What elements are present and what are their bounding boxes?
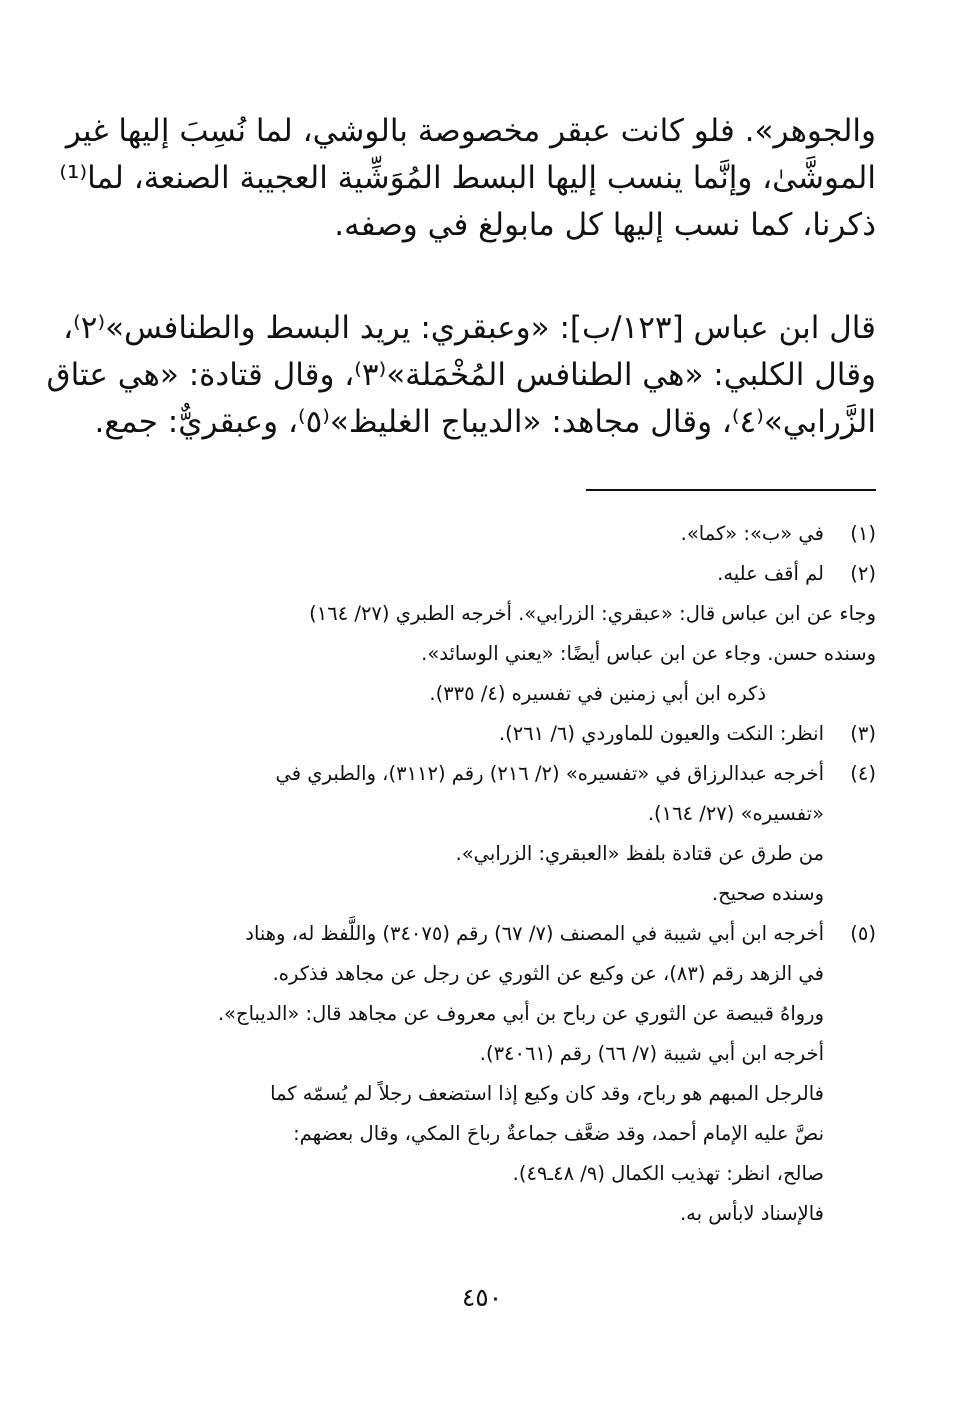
footnote-line (86, 594, 876, 634)
footnotes-section (86, 514, 876, 1234)
footnote-text: وجاء عن ابن عباس قال: «عبقري: الزرابي». أخرجه الطبري (٢٧/ ١٦٤) (309, 602, 876, 625)
footnote-number: (٥) (850, 922, 876, 945)
footnote-line (86, 1034, 876, 1074)
main-text-line: والجوهر». فلو كانت عبقر مخصوصة بالوشي، لما نُسِبَ إليها غير (65, 113, 876, 149)
footnote-separator (586, 489, 876, 491)
footnote-line (86, 1114, 876, 1154)
main-text-line: وقال الكلبي: «هي الطنافس المُخْمَلة»⁽٣⁾، وقال قتادة: «هي عتاق (46, 357, 876, 393)
main-text-line: ذكرنا، كما نسب إليها كل مابولغ في وصفه. (334, 207, 876, 243)
footnote-line (86, 834, 876, 874)
footnote-text: أخرجه عبدالرزاق في «تفسيره» (٢/ ٢١٦) رقم (٣١١٢)، والطبري في (275, 762, 824, 785)
footnote-line (86, 874, 876, 914)
footnote-number: (٣) (850, 722, 876, 745)
footnote-text: أخرجه ابن أبي شيبة في المصنف (٧/ ٦٧) رقم (٣٤٠٧٥) واللَّفظ له، وهناد (245, 922, 824, 945)
footnote-text: فالرجل المبهم هو رباح، وقد كان وكيع إذا استضعف رجلاً لم يُسمّه كما (270, 1082, 824, 1105)
footnote-line (86, 554, 876, 594)
footnote-text: ورواهُ قبيصة عن الثوري عن رباح بن أبي معروف عن مجاهد قال: «الديباج». (217, 1002, 824, 1025)
footnote-text: انظر: النكت والعيون للماوردي (٦/ ٢٦١). (498, 722, 824, 745)
footnote-line (86, 714, 876, 754)
footnote-line (86, 514, 876, 554)
footnote-line (86, 1074, 876, 1114)
footnote-line (86, 954, 876, 994)
footnote-line (86, 1154, 876, 1194)
footnote-text: أخرجه ابن أبي شيبة (٧/ ٦٦) رقم (٣٤٠٦١). (479, 1042, 824, 1065)
footnote-line (86, 674, 876, 714)
main-text-line: الزَّرابي»⁽٤⁾، وقال مجاهد: «الديباج الغليظ»⁽٥⁾، وعبقريٌّ: جمع. (94, 404, 876, 440)
footnote-text: وسنده صحيح. (711, 882, 824, 905)
footnote-number: (٢) (850, 562, 876, 585)
footnote-line (86, 794, 876, 834)
page-number: ٤٥٠ (461, 1283, 503, 1312)
footnote-text: ذكره ابن أبي زمنين في تفسيره (٤/ ٣٣٥). (429, 682, 766, 705)
main-paragraph-1 (59, 108, 876, 249)
footnote-line (86, 914, 876, 954)
footnote-line (86, 754, 876, 794)
main-text-line: قال ابن عباس [١٢٣/ب]: «وعبقري: يريد البسط والطنافس»⁽٢⁾، (63, 310, 876, 346)
main-paragraph-2 (46, 305, 876, 446)
footnote-line (86, 634, 876, 674)
footnote-text: صالح، انظر: تهذيب الكمال (٩/ ٤٨ـ٤٩). (512, 1162, 824, 1185)
footnote-text: نصَّ عليه الإمام أحمد، وقد ضعَّف جماعةٌ رباحَ المكي، وقال بعضهم: (293, 1122, 824, 1145)
footnote-text: «تفسيره» (٢٧/ ١٦٤). (647, 802, 824, 825)
footnote-text: في «ب»: «كما». (680, 522, 824, 545)
footnote-text: وسنده حسن. وجاء عن ابن عباس أيضًا: «يعني الوسائد». (421, 642, 876, 665)
footnote-number: (١) (850, 522, 876, 545)
footnote-number: (٤) (850, 762, 876, 785)
footnote-text: من طرق عن قتادة بلفظ «العبقري: الزرابي». (455, 842, 824, 865)
footnote-text: في الزهد رقم (٨٣)، عن وكيع عن الثوري عن رجل عن مجاهد فذكره. (272, 962, 824, 985)
footnote-text: لم أقف عليه. (717, 562, 824, 585)
footnote-line (86, 1194, 876, 1234)
footnote-line (86, 994, 876, 1034)
footnote-text: فالإسناد لابأس به. (679, 1202, 824, 1225)
main-text-line: الموشَّىٰ، وإنَّما ينسب إليها البسط المُوَشِّية العجيبة الصنعة، لما⁽¹⁾ (59, 160, 876, 196)
